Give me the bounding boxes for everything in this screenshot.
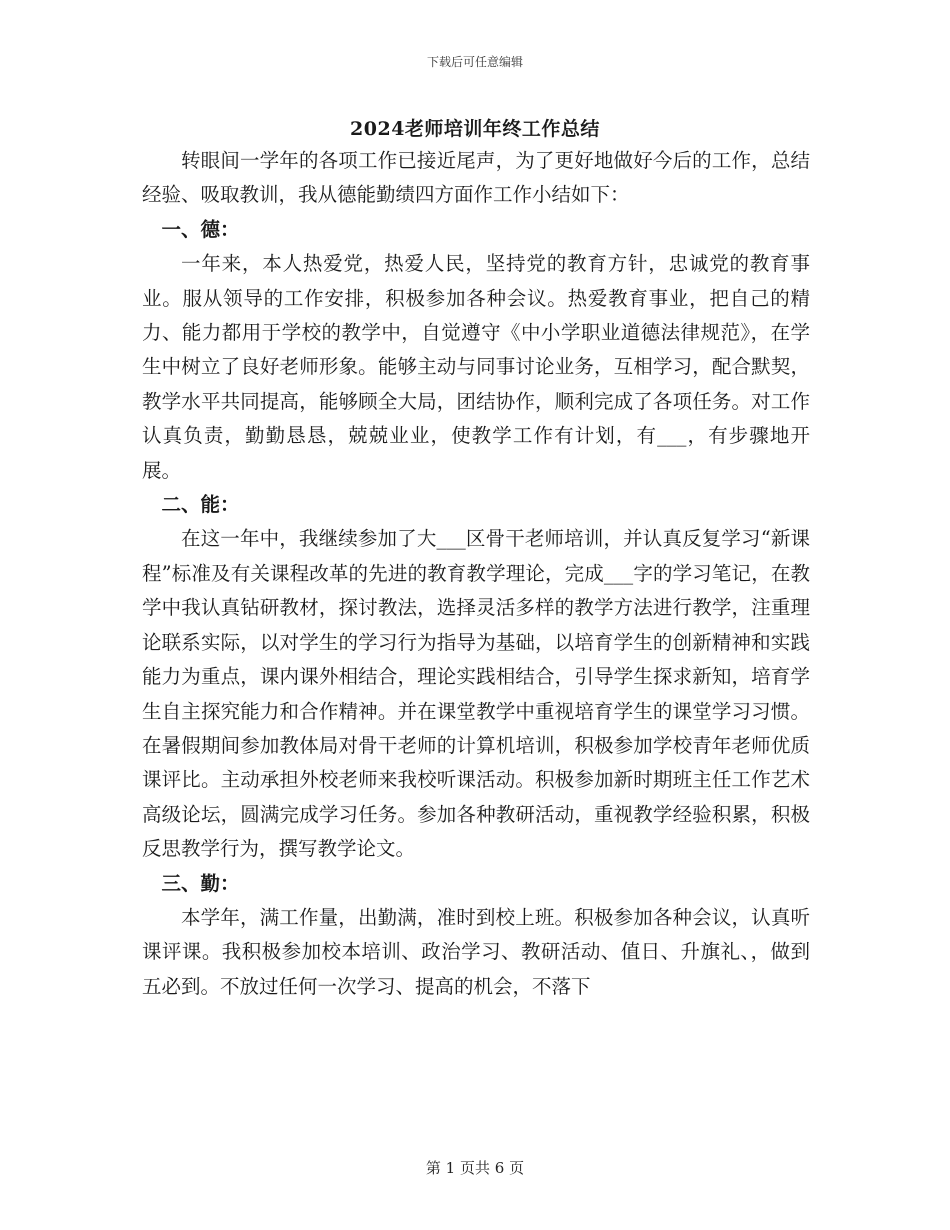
document-title: 2024老师培训年终工作总结 — [350, 118, 600, 140]
page-footer: 第 1 页共 6 页 — [425, 1159, 525, 1177]
section-body-de: 一年来，本人热爱党，热爱人民，坚持党的教育方针，忠诚党的教育事业。服从领导的工作安排，积极参加各种会议。热爱教育事业，把自己的精力、能力都用于学校的教学中，自觉遵守《中小学职业道德法律规范》，在学生中树立了良好老师形象。能够主动与同事讨论业务，互相学习，配合默契，教学水平共同提高，能够顾全大局，团结协作，顺利完成了各项任务。对工作认真负责，勤勤恳恳，兢兢业业，使教学工作有计划，有___，有步骤地开展。 — [142, 252, 810, 482]
section-body-neng: 在这一年中，我继续参加了大___区骨干老师培训，并认真反复学习“新课程”标准及有关课程改革的先进的教育教学理论，完成___字的学习笔记，在教学中我认真钻研教材，探讨教法，选择灵活多样的教学方法进行教学，注重理论联系实际，以对学生的学习行为指导为基础，以培育学生的创新精神和实践能力为重点，课内课外相结合，理论实践相结合，引导学生探求新知，培育学生自主探究能力和合作精神。并在课堂教学中重视培育学生的课堂学习习惯。在暑假期间参加教体局对骨干老师的计算机培训，积极参加学校青年老师优质课评比。主动承担外校老师来我校听课活动。积极参加新时期班主任工作艺术高级论坛，圆满完成学习任务。参加各种教研活动，重视教学经验积累，积极反思教学行为，撰写教学论文。 — [142, 527, 810, 861]
section-heading-qin: 三、勤： — [161, 871, 240, 895]
document-body — [142, 144, 810, 1004]
header-note: 下载后可任意编辑 — [426, 55, 523, 69]
section-heading-de: 一、德： — [161, 217, 240, 241]
section-body-qin: 本学年，满工作量，出勤满，准时到校上班。积极参加各种会议，认真听课评课。我积极参加校本培训、政治学习、教研活动、值日、升旗礼、，做到五必到。不放过任何一次学习、提高的机会，不落下 — [142, 905, 810, 998]
intro-paragraph: 转眼间一学年的各项工作已接近尾声，为了更好地做好今后的工作，总结经验、吸取教训，我从德能勤绩四方面作工作小结如下： — [142, 149, 810, 207]
section-heading-neng: 二、能： — [161, 493, 240, 517]
